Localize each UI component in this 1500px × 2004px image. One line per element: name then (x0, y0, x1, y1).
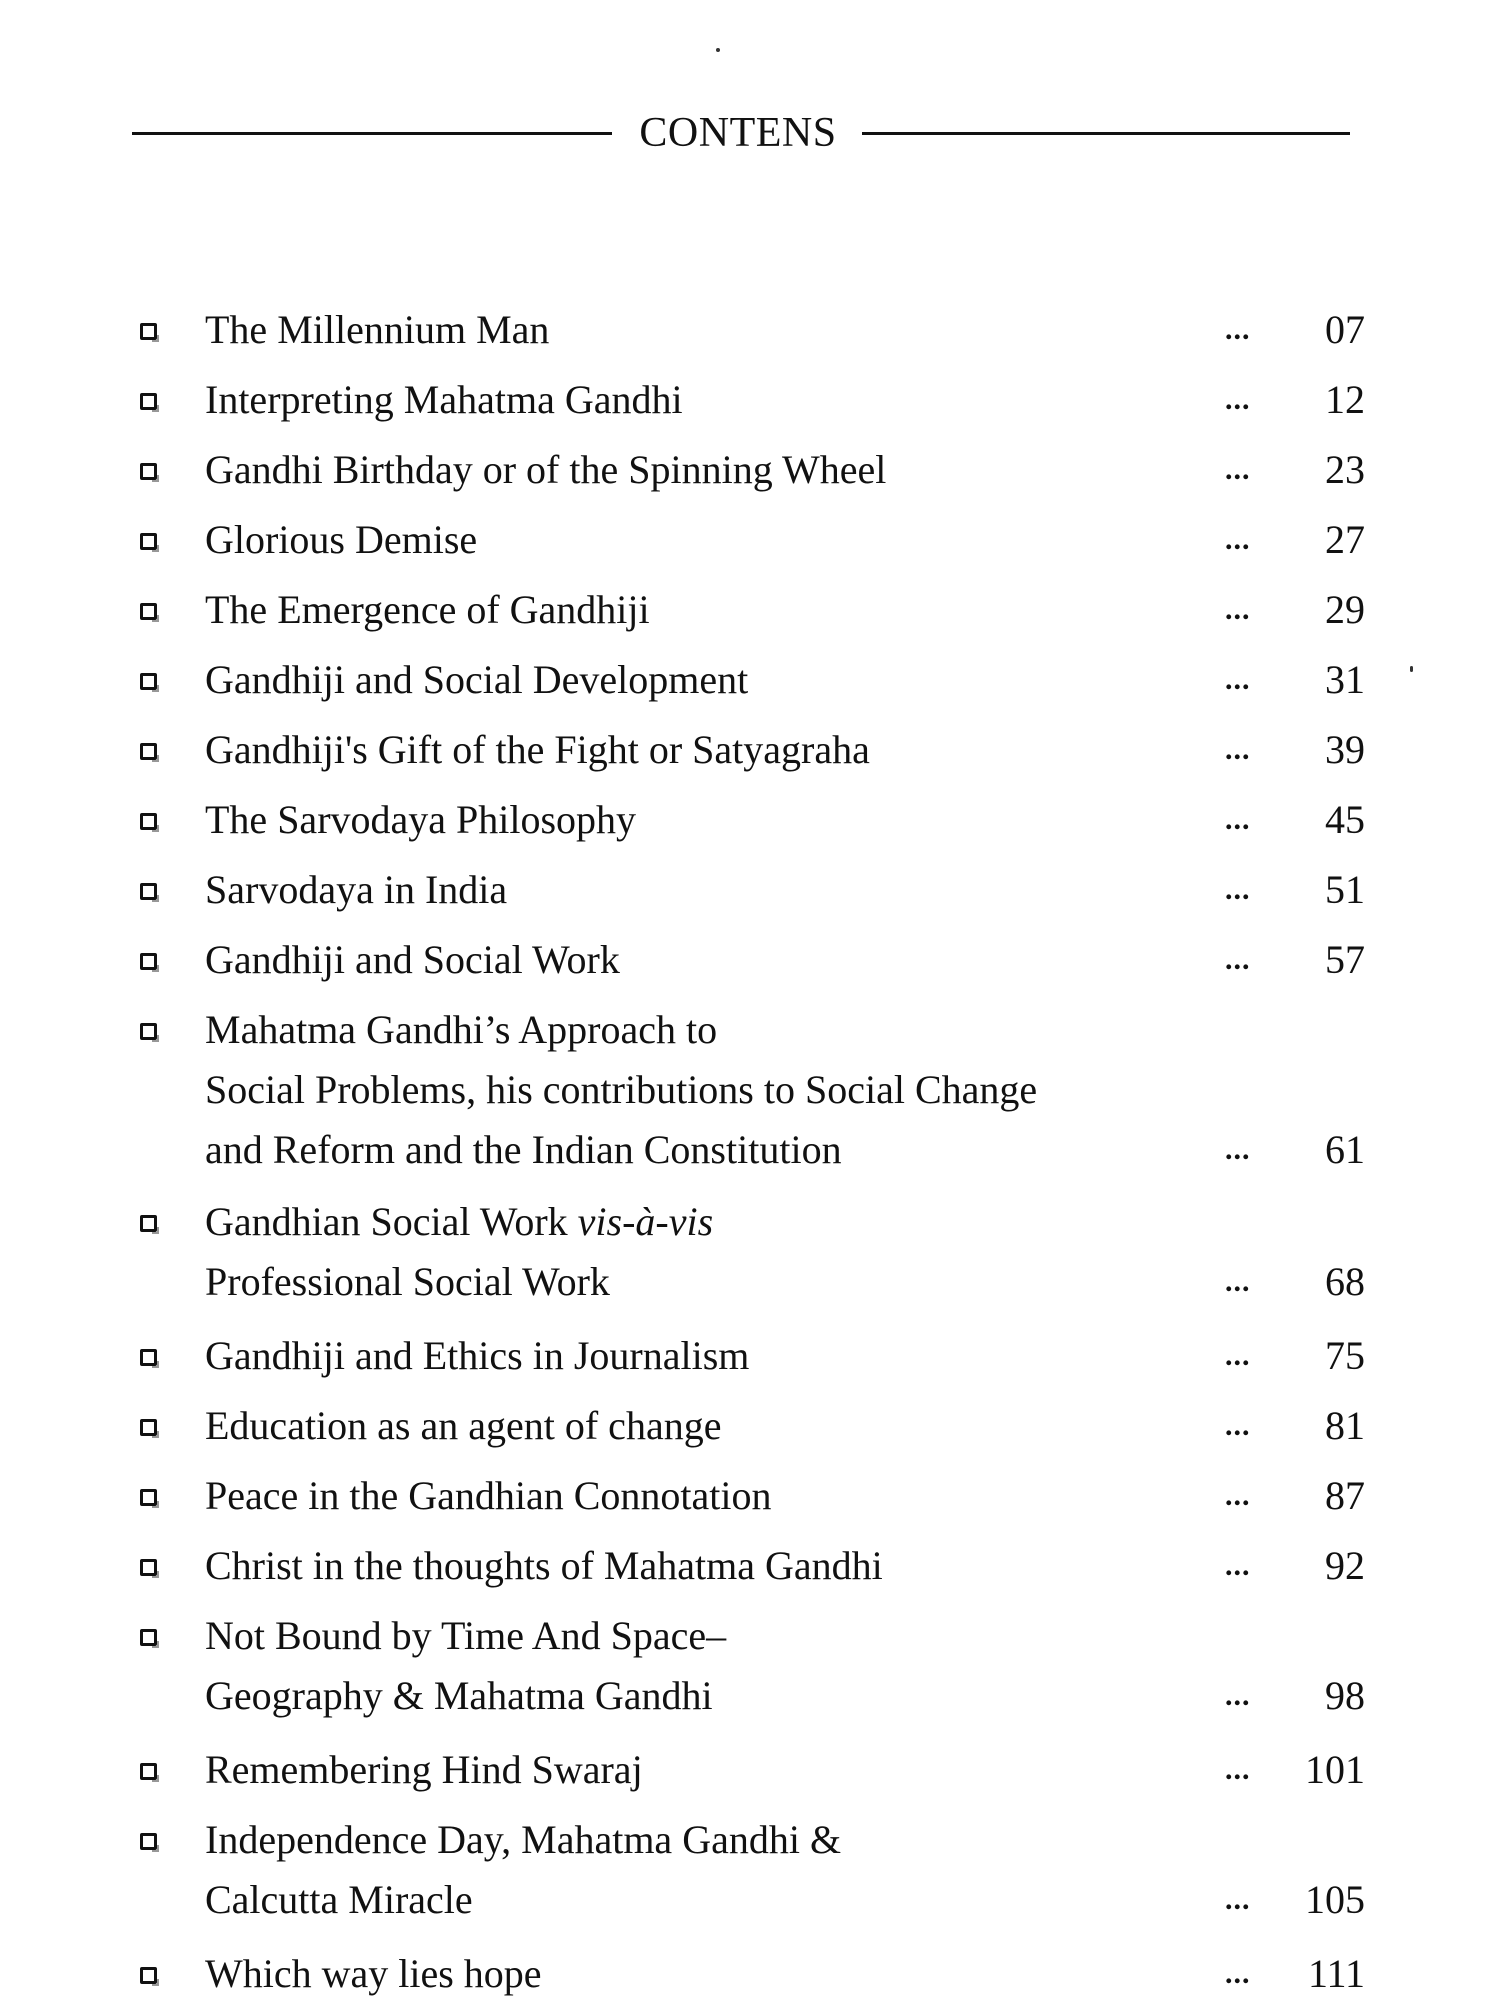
title-text: The Emergence of Gandhiji (205, 587, 650, 632)
page-speck (716, 48, 720, 52)
title-text: Education as an agent of change (205, 1403, 722, 1448)
toc-entry-title-line (205, 790, 1205, 850)
dot-leader: ... (1225, 1679, 1251, 1712)
dot-leader: ... (1225, 383, 1251, 416)
italic-phrase: vis-à-vis (577, 1199, 714, 1244)
title-text: Sarvodaya in India (205, 867, 508, 912)
square-bullet-icon (140, 393, 157, 410)
toc-entry-title-line (205, 930, 1205, 990)
page-number: 39 (1325, 727, 1365, 772)
toc-entry-title-line (205, 1326, 1205, 1386)
toc-entry-title (205, 860, 1205, 920)
title-text: and Reform and the Indian Constitution (205, 1127, 842, 1172)
page-number: 101 (1305, 1747, 1365, 1792)
toc-entry-title-line (205, 1740, 1205, 1800)
toc-entry-title-line (205, 650, 1205, 710)
toc-entry-title-line (205, 300, 1205, 360)
toc-entry-title (205, 1466, 1205, 1526)
title-text: The Sarvodaya Philosophy (205, 797, 637, 842)
toc-entry-title-line (205, 1192, 1205, 1252)
toc-entry-title-line (205, 1120, 1205, 1180)
toc-entry-title (205, 650, 1205, 710)
page-number: 61 (1325, 1127, 1365, 1172)
title-text: Gandhi Birthday or of the Spinning Wheel (205, 447, 887, 492)
dot-leader: ... (1225, 453, 1251, 486)
dot-leader: ... (1225, 943, 1251, 976)
header-rule-left (132, 132, 612, 135)
page-speck (1410, 666, 1413, 672)
toc-entry-title (205, 510, 1205, 570)
toc-entry-title (205, 1396, 1205, 1456)
page-number: 105 (1305, 1877, 1365, 1922)
title-text: Social Problems, his contributions to Social Change (205, 1067, 1038, 1112)
dot-leader: ... (1225, 663, 1251, 696)
square-bullet-icon (140, 323, 157, 340)
square-bullet-icon (140, 463, 157, 480)
square-bullet-icon (140, 1559, 157, 1576)
square-bullet-icon (140, 883, 157, 900)
dot-leader: ... (1225, 313, 1251, 346)
toc-entry-title-line (205, 1466, 1205, 1526)
page-number: 31 (1325, 657, 1365, 702)
toc-entry-title (205, 1740, 1205, 1800)
page-number: 87 (1325, 1473, 1365, 1518)
square-bullet-icon (140, 1489, 157, 1506)
toc-entry-title-line (205, 580, 1205, 640)
contents-title: CONTENS (639, 110, 837, 156)
toc-entry-title-line (205, 860, 1205, 920)
square-bullet-icon (140, 673, 157, 690)
dot-leader: ... (1225, 1549, 1251, 1582)
page-number: 27 (1325, 517, 1365, 562)
square-bullet-icon (140, 1215, 157, 1232)
page-number: 23 (1325, 447, 1365, 492)
title-text: Gandhian Social Work (205, 1199, 568, 1244)
square-bullet-icon (140, 1833, 157, 1850)
toc-entry-title-line (205, 440, 1205, 500)
dot-leader: ... (1225, 1753, 1251, 1786)
toc-entry-title-line (205, 1870, 1205, 1930)
dot-leader: ... (1225, 1339, 1251, 1372)
dot-leader: ... (1225, 523, 1251, 556)
title-text: Christ in the thoughts of Mahatma Gandhi (205, 1543, 883, 1588)
page-number: 98 (1325, 1673, 1365, 1718)
toc-entry-title (205, 440, 1205, 500)
dot-leader: ... (1225, 1479, 1251, 1512)
title-text: Which way lies hope (205, 1951, 542, 1996)
title-text: Gandhiji and Social Work (205, 937, 620, 982)
page-number: 51 (1325, 867, 1365, 912)
square-bullet-icon (140, 1967, 157, 1984)
dot-leader: ... (1225, 1957, 1251, 1990)
title-text: Peace in the Gandhian Connotation (205, 1473, 772, 1518)
square-bullet-icon (140, 1763, 157, 1780)
toc-entry-title-line (205, 370, 1205, 430)
page-number: 57 (1325, 937, 1365, 982)
page-number: 68 (1325, 1259, 1365, 1304)
toc-entry-title-line (205, 1666, 1205, 1726)
square-bullet-icon (140, 1419, 157, 1436)
dot-leader: ... (1225, 733, 1251, 766)
toc-entry-title-line (205, 1606, 1205, 1666)
title-text: Calcutta Miracle (205, 1877, 473, 1922)
toc-entry-title-line (205, 1810, 1205, 1870)
page-number: 45 (1325, 797, 1365, 842)
toc-entry-title (205, 1192, 1205, 1312)
contents-header (132, 105, 1350, 161)
square-bullet-icon (140, 953, 157, 970)
toc-entry-title (205, 790, 1205, 850)
toc-entry-title (205, 1000, 1205, 1180)
header-rule-right (862, 132, 1350, 135)
toc-entry-title (205, 1536, 1205, 1596)
toc-entry-title (205, 300, 1205, 360)
dot-leader: ... (1225, 803, 1251, 836)
title-text: Remembering Hind Swaraj (205, 1747, 643, 1792)
toc-entry-title (205, 370, 1205, 430)
page-number: 81 (1325, 1403, 1365, 1448)
page-number: 92 (1325, 1543, 1365, 1588)
page-number: 75 (1325, 1333, 1365, 1378)
title-text: Not Bound by Time And Space– (205, 1613, 727, 1658)
square-bullet-icon (140, 1349, 157, 1366)
toc-entry-title-line (205, 720, 1205, 780)
toc-entry-title (205, 580, 1205, 640)
dot-leader: ... (1225, 1883, 1251, 1916)
title-text: The Millennium Man (205, 307, 550, 352)
dot-leader: ... (1225, 873, 1251, 906)
toc-entry-title (205, 930, 1205, 990)
dot-leader: ... (1225, 1409, 1251, 1442)
square-bullet-icon (140, 743, 157, 760)
title-text: Gandhiji and Social Development (205, 657, 749, 702)
title-text: Gandhiji and Ethics in Journalism (205, 1333, 750, 1378)
title-text: Glorious Demise (205, 517, 478, 562)
square-bullet-icon (140, 1629, 157, 1646)
toc-entry-title (205, 720, 1205, 780)
title-text: Gandhiji's Gift of the Fight or Satyagraha (205, 727, 870, 772)
page-number: 07 (1325, 307, 1365, 352)
square-bullet-icon (140, 1023, 157, 1040)
toc-entry-title-line (205, 1944, 1205, 2004)
title-text: Independence Day, Mahatma Gandhi & (205, 1817, 842, 1862)
toc-entry-title (205, 1810, 1205, 1930)
square-bullet-icon (140, 603, 157, 620)
title-text: Mahatma Gandhi’s Approach to (205, 1007, 718, 1052)
title-text: Professional Social Work (205, 1259, 610, 1304)
dot-leader: ... (1225, 593, 1251, 626)
dot-leader: ... (1225, 1133, 1251, 1166)
dot-leader: ... (1225, 1265, 1251, 1298)
page-number: 111 (1307, 1951, 1365, 1996)
toc-entry-title-line (205, 1396, 1205, 1456)
title-text: Geography & Mahatma Gandhi (205, 1673, 713, 1718)
toc-entry-title-line (205, 1252, 1205, 1312)
toc-entry-title (205, 1326, 1205, 1386)
toc-entry-title-line (205, 510, 1205, 570)
toc-entry-title-line (205, 1536, 1205, 1596)
toc-entry-title (205, 1944, 1205, 2004)
square-bullet-icon (140, 813, 157, 830)
toc-entry-title-line (205, 1060, 1205, 1120)
page-number: 12 (1325, 377, 1365, 422)
title-text: Interpreting Mahatma Gandhi (205, 377, 683, 422)
toc-entry-title (205, 1606, 1205, 1726)
square-bullet-icon (140, 533, 157, 550)
page-number: 29 (1325, 587, 1365, 632)
toc-entry-title-line (205, 1000, 1205, 1060)
